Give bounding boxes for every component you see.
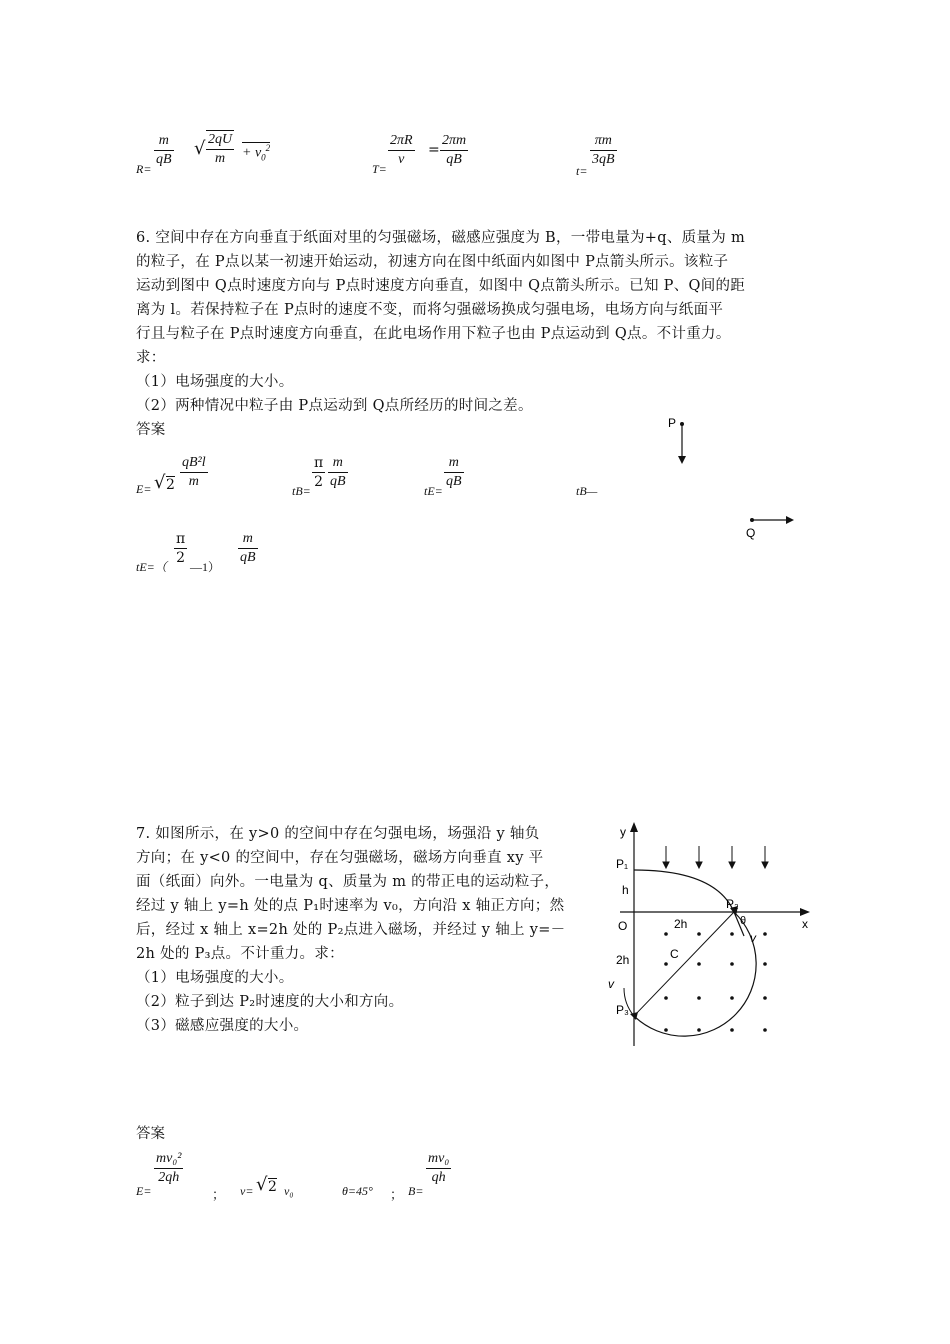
t-fraction-2: $\frac{2\pi m}{qB}$ — [442, 133, 467, 167]
q7-line-2: 方向；在 y<0 的空间中，存在匀强磁场，磁场方向垂直 xy 平 — [136, 850, 544, 866]
q6-diff-fraction: $\frac{\pi}{2}$ — [176, 531, 186, 566]
fig-theta-label: θ — [740, 915, 747, 927]
q7-answers-row — [136, 1146, 536, 1203]
sqrt-icon: √ — [154, 472, 166, 493]
r-label: R= — [136, 162, 152, 176]
r-inner-fraction: $\frac{2qU}{m}$ — [208, 132, 233, 166]
tt-label: t= — [576, 164, 588, 178]
fig-c-label: C — [670, 947, 679, 961]
q7-sub-3: （3）磁感应强度的大小。 — [136, 1018, 309, 1034]
fig-v-label-p2: v — [750, 931, 756, 945]
q6-sub-1: （1）电场强度的大小。 — [136, 374, 294, 390]
q6-line-1: 6. 空间中存在方向垂直于纸面对里的匀强磁场，磁感应强度为 B，一带电量为+q、质量为 m — [136, 230, 745, 246]
q6-tb-fraction-1: $\frac{\pi}{2}$ — [314, 455, 324, 490]
q7-line-5: 后，经过 x 轴上 x=2h 处的 P₂点进入磁场，并经过 y 轴上 y=－ — [136, 922, 566, 938]
q6-fig-p-label: P — [668, 416, 677, 430]
q7-figure — [606, 818, 826, 1050]
q6-line-5: 行且与粒子在 P点时速度方向垂直，在此电场作用下粒子也由 P点运动到 Q点。不计重力。 — [136, 326, 731, 342]
q6-e-label: E= — [136, 482, 152, 496]
q7-line-1: 7. 如图所示，在 y>0 的空间中存在匀强电场，场强沿 y 轴负 — [136, 826, 540, 842]
q6-tb-label: tB= — [292, 484, 311, 498]
t-fraction-1: $\frac{2\pi R}{v}$ — [390, 133, 413, 167]
t-equals: = — [428, 142, 440, 158]
q6-line-3: 运动到图中 Q点时速度方向与 P点时速度方向垂直，如图中 Q点箭头所示。已知 P、Q间的距 — [136, 278, 746, 294]
r-plus-v: + $v_0^2$ — [242, 143, 271, 163]
fig-h-label: h — [622, 883, 629, 897]
q6-figure — [660, 410, 810, 550]
q6-line-2: 的粒子，在 P点以某一初速开始运动，初速方向在图中纸面内如图中 P点箭头所示。该粒子 — [136, 254, 729, 270]
r-fraction: $\frac{m}{qB}$ — [156, 133, 172, 167]
fig-2h-y-label: 2h — [616, 953, 630, 967]
q6-fig-q-label: Q — [746, 526, 756, 540]
q6-diff-fraction-2: $\frac{m}{qB}$ — [240, 531, 256, 565]
q6-diff-label: tE=（ — [136, 560, 167, 574]
q7-line-6: 2h 处的 P₃点。不计重力。求： — [136, 946, 344, 962]
q7-sep-1: ； — [212, 1188, 226, 1203]
fig-v-label-p3: v — [608, 977, 614, 991]
q6-e-sqrt: 2 — [166, 477, 175, 493]
q7-line-3: 面（纸面）向外。一电量为 q、质量为 m 的带正电的运动粒子， — [136, 874, 560, 890]
y-axis-arrow-icon — [630, 822, 638, 832]
fig-o-label: O — [618, 919, 628, 933]
q6-line-4: 离为 l。若保持粒子在 P点时的速度不变，而将匀强磁场换成匀强电场，电场方向与纸面平 — [136, 302, 724, 318]
x-axis-arrow-icon — [800, 908, 810, 916]
fig-x-label: x — [802, 917, 808, 931]
q6-answers-row-2 — [136, 528, 336, 574]
q7-theta: θ=45° — [342, 1184, 373, 1198]
q6-arrowhead-q-icon — [786, 516, 794, 524]
q6-sub-2: （2）两种情况中粒子由 P点运动到 Q点所经历的时间之差。 — [136, 398, 533, 414]
q7-sub-2: （2）粒子到达 P₂时速度的大小和方向。 — [136, 994, 404, 1010]
fig-2h-x-label: 2h — [674, 917, 688, 931]
q7-e-fraction: $\frac{\text{mv₀²}}{2qh}$ — [156, 1151, 182, 1185]
q6-answers-row-1 — [136, 452, 616, 498]
q7-line-4: 经过 y 轴上 y=h 处的点 P₁时速率为 v₀，方向沿 x 轴正方向；然 — [136, 898, 565, 914]
fig-p3-label: P₃ — [616, 1003, 629, 1017]
q7-v-unit: v₀ — [284, 1184, 294, 1198]
q7-e-label: E= — [136, 1184, 152, 1198]
q6-tdiff-label: tB— — [576, 484, 598, 498]
q6-te-label: tE= — [424, 484, 443, 498]
q7-b-fraction: $\frac{\text{mv₀}}{qh}$ — [428, 1151, 450, 1185]
sqrt-icon: √ — [194, 138, 206, 159]
fig-p1-label: P₁ — [616, 857, 629, 871]
q6-e-fraction: $\frac{\text{qB²l}}{m}$ — [182, 455, 206, 489]
question-7 — [136, 822, 596, 1038]
fig-y-label: y — [620, 825, 626, 839]
q7-answer-label: 答案 — [136, 1126, 165, 1142]
q6-tb-fraction-2: $\frac{m}{qB}$ — [330, 455, 346, 489]
q7-v-label: v= — [240, 1184, 254, 1198]
circular-path — [634, 912, 756, 1036]
q7-v-sqrt: 2 — [268, 1179, 277, 1195]
sqrt-icon: √ — [256, 1174, 268, 1195]
q6-arrowhead-p-icon — [678, 456, 686, 464]
q6-line-6: 求： — [136, 350, 166, 366]
q6-te-fraction: $\frac{m}{qB}$ — [446, 455, 462, 489]
q6-answer-label: 答案 — [136, 422, 166, 438]
fig-p2-label: P₂ — [726, 897, 739, 911]
t-label: T= — [372, 162, 387, 176]
tt-fraction: $\frac{\pi m}{3qB}$ — [592, 133, 615, 167]
q7-sep-2: ； — [390, 1188, 404, 1203]
q7-b-label: B= — [408, 1184, 424, 1198]
parabolic-path — [634, 870, 734, 912]
magnetic-field-dots — [664, 932, 767, 1032]
electric-field-arrows — [663, 846, 768, 868]
q6-diff-minus: —1） — [190, 560, 221, 574]
q7-sub-1: （1）电场强度的大小。 — [136, 970, 294, 986]
